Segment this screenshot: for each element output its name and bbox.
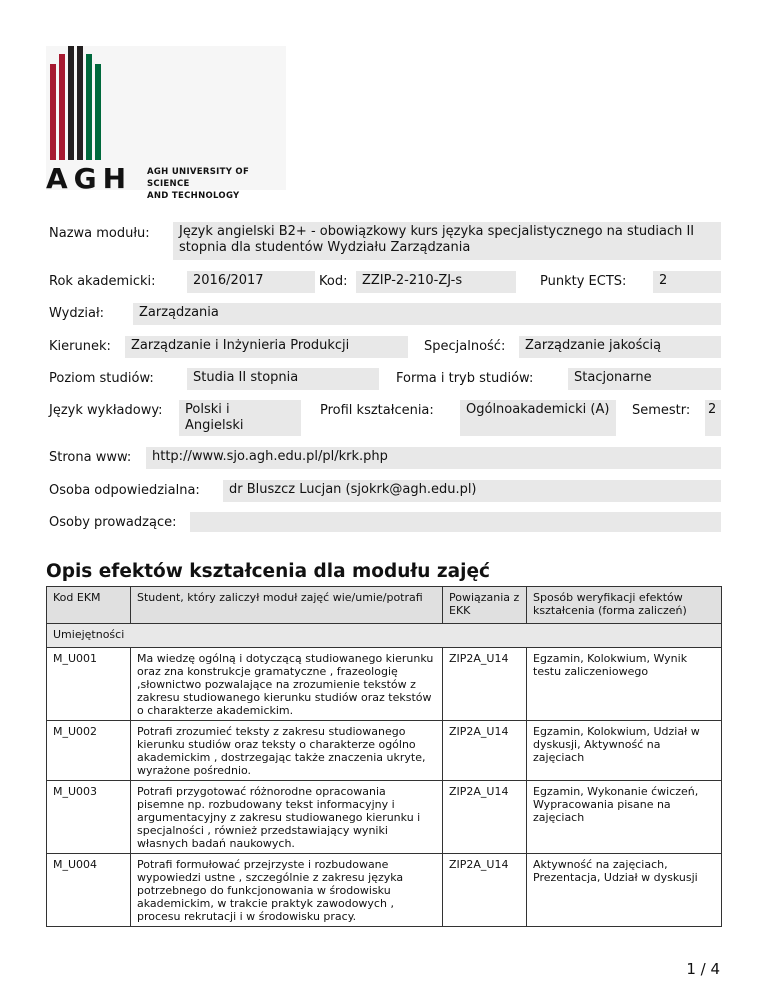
specjalnosc-label: Specjalność: <box>424 339 506 354</box>
ects-value: 2 <box>653 271 721 293</box>
prowadzace-value <box>190 512 721 532</box>
logo-bar-green-2 <box>95 64 101 160</box>
kierunek-value: Zarządzanie i Inżynieria Produkcji <box>125 336 408 358</box>
header-weryfikacja: Sposób weryfikacji efektów kształcenia (forma zaliczeń) <box>527 587 722 624</box>
specjalnosc-value: Zarządzanie jakością <box>519 336 721 358</box>
table-row <box>47 781 722 854</box>
logo-bar-red-2 <box>59 54 65 160</box>
kod-value: ZZIP-2-210-ZJ-s <box>356 271 516 293</box>
row-desc: Ma wiedzę ogólną i dotyczącą studiowanego kierunku oraz zna konstrukcje gramatyczne , frazeologię ,słownictwo pozwalające na zrozumienie tekstów z zakresu studiowanego kierunku studiów oraz tekstów o charakterze akademickim. <box>131 648 443 721</box>
table-row <box>47 854 722 927</box>
forma-value: Stacjonarne <box>568 368 721 390</box>
row-desc: Potrafi przygotować różnorodne opracowania pisemne np. rozbudowany tekst informacyjny i argumentacyjny z zakresu studiowanego kierunku i specjalności , również przedstawiający wyniki własnych badań naukowych. <box>131 781 443 854</box>
www-value[interactable]: http://www.sjo.agh.edu.pl/pl/krk.php <box>146 447 721 469</box>
logo-bar-black-2 <box>77 46 83 160</box>
page-number: 1 / 4 <box>686 960 720 978</box>
osoba-label: Osoba odpowiedzialna: <box>49 483 200 498</box>
rok-label: Rok akademicki: <box>49 274 156 289</box>
table-row <box>47 721 722 781</box>
nazwa-value: Język angielski B2+ - obowiązkowy kurs języka specjalistycznego na studiach II stopnia dla studentów Wydziału Zarządzania <box>173 222 721 260</box>
jezyk-label: Język wykładowy: <box>49 403 163 418</box>
row-ekk: ZIP2A_U14 <box>443 854 527 927</box>
rok-value: 2016/2017 <box>187 271 315 293</box>
wydzial-value: Zarządzania <box>133 303 721 325</box>
row-code: M_U002 <box>47 721 131 781</box>
row-code: M_U001 <box>47 648 131 721</box>
poziom-label: Poziom studiów: <box>49 371 154 386</box>
logo-bar-black-1 <box>68 46 74 160</box>
table-row <box>47 648 722 721</box>
kod-label: Kod: <box>319 274 348 289</box>
row-code: M_U004 <box>47 854 131 927</box>
row-ekk: ZIP2A_U14 <box>443 721 527 781</box>
osoba-value: dr Bluszcz Lucjan (sjokrk@agh.edu.pl) <box>223 480 721 502</box>
header-student: Student, który zaliczył moduł zajęć wie/umie/potrafi <box>131 587 443 624</box>
logo-letters: AGH <box>46 162 133 195</box>
profil-value: Ogólnoakademicki (A) <box>460 400 616 436</box>
wydzial-label: Wydział: <box>49 306 105 321</box>
table-section-row <box>47 624 722 648</box>
semestr-value: 2 <box>705 400 721 436</box>
kierunek-label: Kierunek: <box>49 339 111 354</box>
row-code: M_U003 <box>47 781 131 854</box>
logo-bar-red-1 <box>50 64 56 160</box>
profil-label: Profil kształcenia: <box>320 403 434 418</box>
row-ekk: ZIP2A_U14 <box>443 781 527 854</box>
row-verify: Egzamin, Kolokwium, Udział w dyskusji, Aktywność na zajęciach <box>527 721 722 781</box>
www-label: Strona www: <box>49 450 132 465</box>
header-kod: Kod EKM <box>47 587 131 624</box>
agh-logo-bars-icon <box>48 46 108 162</box>
poziom-value: Studia II stopnia <box>187 368 379 390</box>
agh-logo <box>46 46 286 201</box>
table-header-row <box>47 587 722 624</box>
semestr-label: Semestr: <box>632 403 691 418</box>
section-title: Opis efektów kształcenia dla modułu zajęć <box>46 561 491 582</box>
row-desc: Potrafi formułować przejrzyste i rozbudowane wypowiedzi ustne , szczególnie z zakresu języka potrzebnego do funkcjonowania w środowisku akademickim, w trakcie praktyk zawodowych , procesu rekrutacji i w środowisku pracy. <box>131 854 443 927</box>
forma-label: Forma i tryb studiów: <box>396 371 534 386</box>
row-verify: Egzamin, Wykonanie ćwiczeń, Wypracowania pisane na zajęciach <box>527 781 722 854</box>
logo-university-name <box>147 166 286 202</box>
row-desc: Potrafi zrozumieć teksty z zakresu studiowanego kierunku studiów oraz teksty o charakterze ogólno akademickim , dostrzegając także znaczenia ukryte, wyrażone pośrednio. <box>131 721 443 781</box>
prowadzace-label: Osoby prowadzące: <box>49 515 177 530</box>
logo-line2: AND TECHNOLOGY <box>147 191 240 201</box>
nazwa-label: Nazwa modułu: <box>49 226 150 241</box>
ects-label: Punkty ECTS: <box>540 274 627 289</box>
logo-line1: AGH UNIVERSITY OF SCIENCE <box>147 167 250 189</box>
section-label: Umiejętności <box>47 624 722 648</box>
logo-bar-green-1 <box>86 54 92 160</box>
header-ekk: Powiązania z EKK <box>443 587 527 624</box>
ekm-table <box>46 586 722 927</box>
row-verify: Egzamin, Kolokwium, Wynik testu zaliczeniowego <box>527 648 722 721</box>
row-ekk: ZIP2A_U14 <box>443 648 527 721</box>
jezyk-value: Polski i Angielski <box>179 400 301 436</box>
row-verify: Aktywność na zajęciach, Prezentacja, Udział w dyskusji <box>527 854 722 927</box>
